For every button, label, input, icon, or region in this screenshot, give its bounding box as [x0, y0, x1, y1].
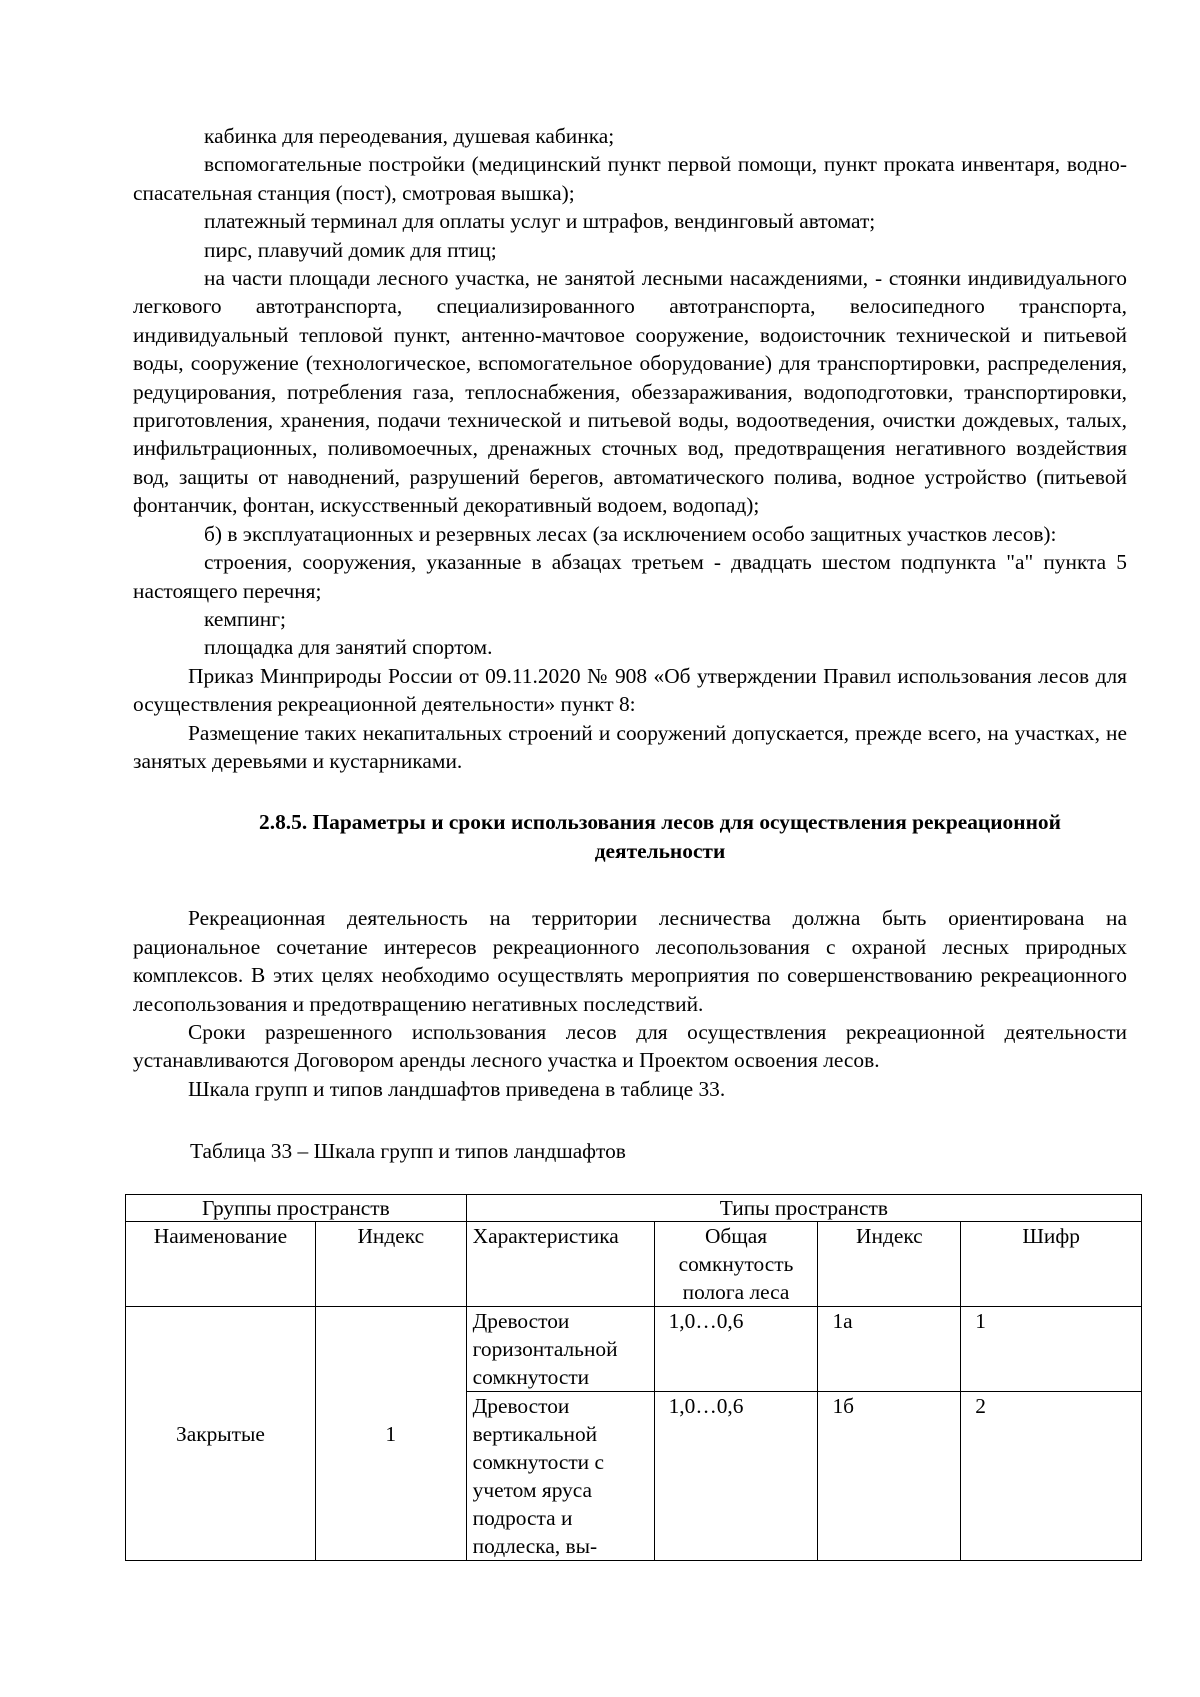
table-caption: Таблица 33 – Шкала групп и типов ландшафтов: [190, 1139, 626, 1164]
column-header: Общая сомкнутость полога леса: [654, 1222, 818, 1307]
column-header: Характеристика: [466, 1222, 654, 1307]
characteristic-cell: Древостои вертикальной сомкнутости с учетом яруса подроста и подлеска, вы-: [466, 1392, 654, 1561]
type-index-cell: 1б: [818, 1392, 961, 1561]
paragraph: пирс, плавучий домик для птиц;: [204, 237, 497, 262]
paragraph: кабинка для переодевания, душевая кабинка;: [204, 124, 615, 148]
paragraph: Размещение таких некапитальных строений и сооружений допускается, прежде всего, на участках, не занятых деревьями и кустарниками.: [133, 720, 1127, 773]
table-group-header-row: [126, 1195, 1142, 1222]
characteristic-cell: Древостои горизонтальной сомкнутости: [466, 1307, 654, 1392]
column-header: Индекс: [818, 1222, 961, 1307]
code-cell: 1: [961, 1307, 1142, 1392]
paragraph: Рекреационная деятельность на территории лесничества должна быть ориентирована на рациональное сочетание интересов рекреационного лесопользования с охраной лесных природных комплексов. В этих целях необходимо осуществлять мероприятия по совершенствованию рекреационного лесопользования и предотвращению негативных последствий.: [133, 906, 1127, 1016]
paragraph: строения, сооружения, указанные в абзацах третьем - двадцать шестом подпункта "а" пункта 5 настоящего перечня;: [133, 550, 1127, 603]
paragraph: площадка для занятий спортом.: [204, 635, 493, 660]
paragraph: платежный терминал для оплаты услуг и штрафов, вендинговый автомат;: [204, 209, 876, 234]
group-index-cell: 1: [315, 1307, 466, 1561]
closeness-cell: 1,0…0,6: [654, 1392, 818, 1561]
paragraph: Приказ Минприроды России от 09.11.2020 № 908 «Об утверждении Правил использования лесов для осуществления рекреационной деятельности» пункт 8:: [133, 663, 1127, 717]
type-index-cell: 1а: [818, 1307, 961, 1392]
code-cell: 2: [961, 1392, 1142, 1561]
section-heading: 2.8.5. Параметры и сроки использования лесов для осуществления рекреационной деятельности: [259, 810, 1061, 864]
column-header: Индекс: [315, 1222, 466, 1307]
paragraph: Шкала групп и типов ландшафтов приведена в таблице 33.: [188, 1076, 726, 1101]
paragraph: б) в эксплуатационных и резервных лесах (за исключением особо защитных участков лесов):: [204, 521, 1057, 546]
page-content: [133, 122, 1127, 1163]
landscape-table: [125, 1194, 1142, 1561]
group-header-cell: Группы пространств: [126, 1195, 467, 1222]
column-header: Наименование: [126, 1222, 316, 1307]
table-row: [126, 1307, 1142, 1392]
paragraph: на части площади лесного участка, не занятой лесными насаждениями, - стоянки индивидуального легкового автотранспорта, специализированного автотранспорта, велосипедного транспорта, индивидуальный тепловой пункт, антенно-мачтовое сооружение, водоисточник технической и питьевой воды, сооружение (технологическое, вспомогательное оборудование) для транспортировки, распределения, редуцирования, потребления газа, теплоснабжения, обеззараживания, водоподготовки, транспортировки, приготовления, хранения, подачи технической и питьевой воды, водоотведения, очистки дождевых, талых, инфильтрационных, поливомоечных, дренажных сточных вод, предотвращения негативного воздействия вод, защиты от наводнений, разрушений берегов, автоматического полива, водное устройство (питьевой фонтанчик, фонтан, искусственный декоративный водоем, водопад);: [133, 266, 1127, 518]
group-name-cell: Закрытые: [126, 1307, 316, 1561]
closeness-cell: 1,0…0,6: [654, 1307, 818, 1392]
paragraph: кемпинг;: [204, 606, 286, 631]
table-column-header-row: [126, 1222, 1142, 1307]
paragraph: вспомогательные постройки (медицинский пункт первой помощи, пункт проката инвентаря, водно-спасательная станция (пост), смотровая вышка);: [133, 152, 1127, 205]
column-header: Шифр: [961, 1222, 1142, 1307]
paragraph: Сроки разрешенного использования лесов для осуществления рекреационной деятельности устанавливаются Договором аренды лесного участка и Проектом освоения лесов.: [133, 1019, 1127, 1073]
type-header-cell: Типы пространств: [466, 1195, 1141, 1222]
